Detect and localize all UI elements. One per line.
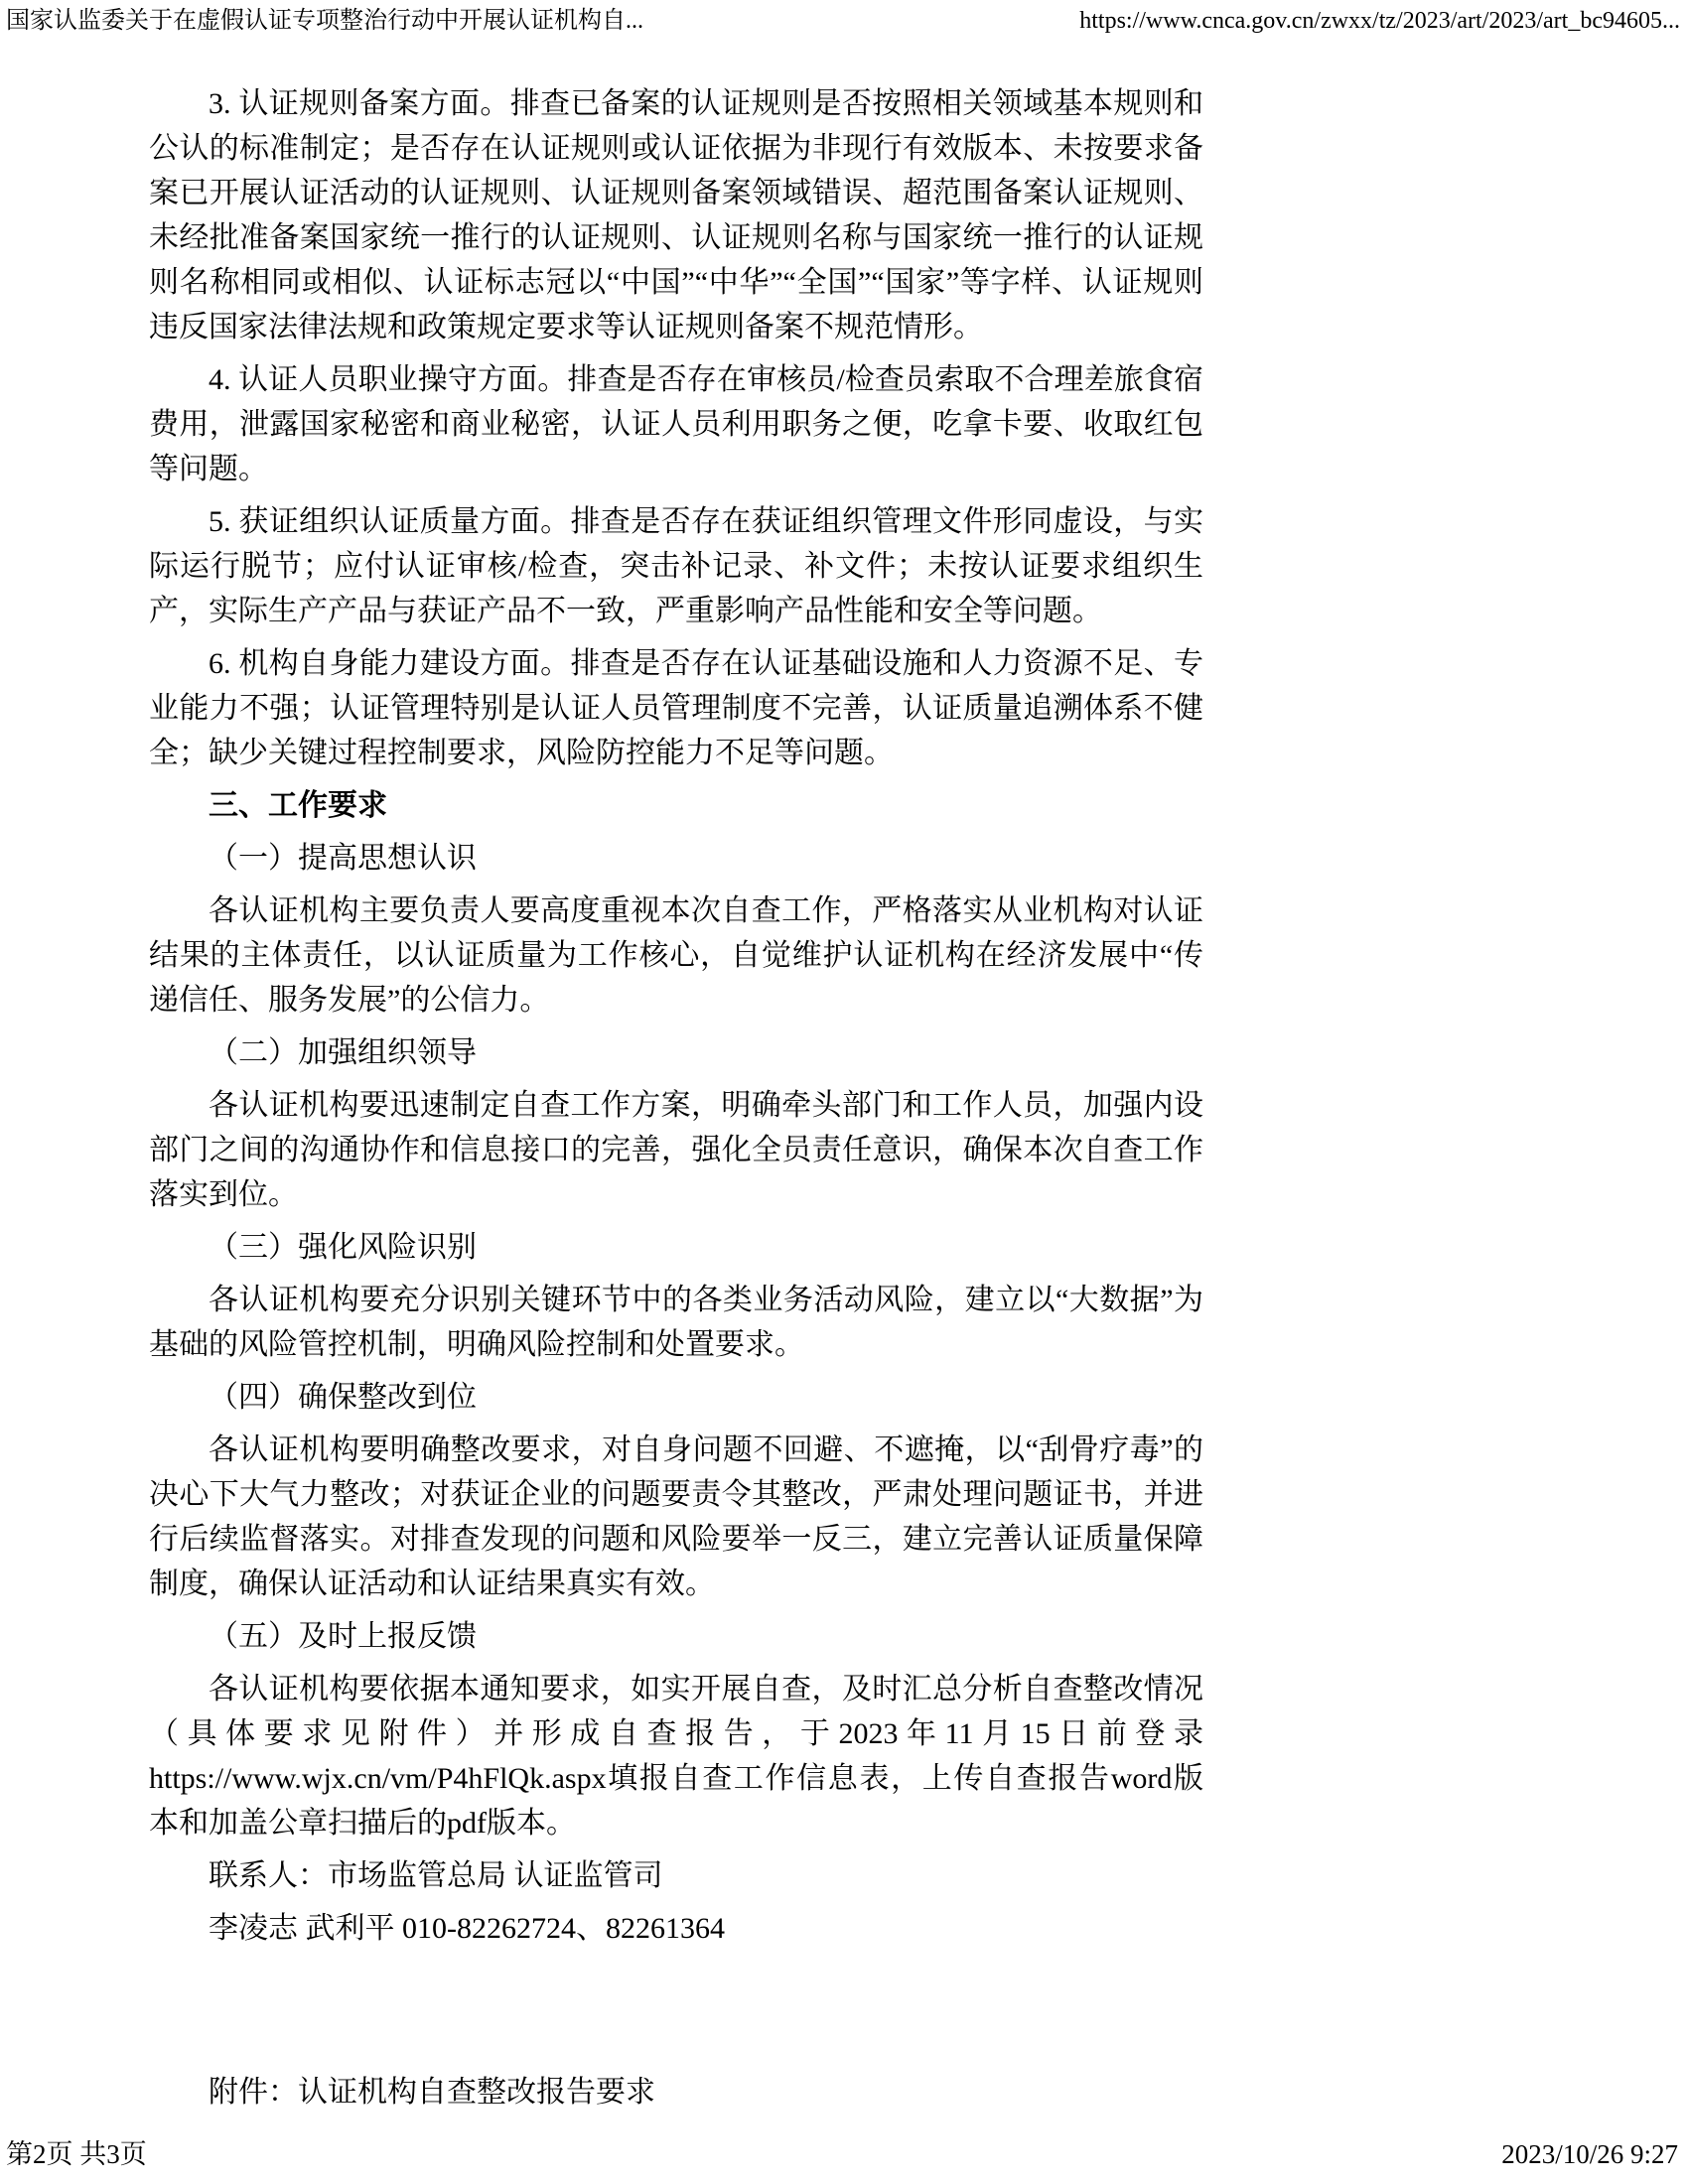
subsection-3-heading: （三）强化风险识别 xyxy=(209,1231,477,1264)
subsection-2-body: 各认证机构要迅速制定自查工作方案，明确牵头部门和工作人员，加强内设部门之间的沟通协作和信息接口的完善，强化全员责任意识，确保本次自查工作落实到位。 xyxy=(149,1089,1203,1211)
footer-print-datetime: 2023/10/26 9:27 xyxy=(1501,2139,1678,2169)
subsection-4-body: 各认证机构要明确整改要求，对自身问题不回避、不遮掩，以“刮骨疗毒”的决心下大气力整改；对获证企业的问题要责令其整改，严肃处理问题证书，并进行后续监督落实。对排查发现的问题和风险要举一反三，建立完善认证质量保障制度，确保认证活动和认证结果真实有效。 xyxy=(149,1433,1203,1600)
item-6-agency-capability: 6. 机构自身能力建设方面。排查是否存在认证基础设施和人力资源不足、专业能力不强；认证管理特别是认证人员管理制度不完善，认证质量追溯体系不健全；缺少关键过程控制要求，风险防控能力不足等问题。 xyxy=(149,647,1203,769)
subsection-3-body: 各认证机构要充分识别关键环节中的各类业务活动风险，建立以“大数据”为基础的风险管控机制，明确风险控制和处置要求。 xyxy=(149,1284,1203,1361)
print-header xyxy=(6,6,1680,36)
footer-page-info: 第2页 共3页 xyxy=(6,2139,147,2169)
attachment-note: 附件：认证机构自查整改报告要求 xyxy=(209,2076,655,2109)
subsection-1-heading: （一）提高思想认识 xyxy=(209,842,477,875)
section-3-work-requirements: 三、工作要求 xyxy=(209,789,387,822)
subsection-4-heading: （四）确保整改到位 xyxy=(209,1381,477,1414)
document-title-truncated: 国家认监委关于在虚假认证专项整治行动中开展认证机构自... xyxy=(6,8,643,34)
subsection-2-heading: （二）加强组织领导 xyxy=(209,1036,477,1069)
subsection-5-body: 各认证机构要依据本通知要求，如实开展自查，及时汇总分析自查整改情况（具体要求见附件）并形成自查报告，于2023年11月15日前登录https://www.wjx.cn/vm/P4hFlQk.aspx填报自查工作信息表，上传自查报告word版本和加盖公章扫描后的pdf版本。 xyxy=(149,1673,1203,1840)
subsection-5-heading: （五）及时上报反馈 xyxy=(209,1620,477,1653)
item-4-personnel-ethics: 4. 认证人员职业操守方面。排查是否存在审核员/检查员索取不合理差旅食宿费用，泄露国家秘密和商业秘密，认证人员利用职务之便，吃拿卡要、收取红包等问题。 xyxy=(149,363,1203,485)
contact-persons-phones: 李凌志 武利平 010-82262724、82261364 xyxy=(209,1912,725,1945)
source-url-truncated: https://www.cnca.gov.cn/zwxx/tz/2023/art/2023/art_bc94605... xyxy=(1079,8,1680,34)
print-footer xyxy=(6,2138,1678,2170)
item-3-certification-rules-filing: 3. 认证规则备案方面。排查已备案的认证规则是否按照相关领域基本规则和公认的标准制定；是否存在认证规则或认证依据为非现行有效版本、未按要求备案已开展认证活动的认证规则、认证规则备案领域错误、超范围备案认证规则、未经批准备案国家统一推行的认证规则、认证规则名称与国家统一推行的认证规则名称相同或相似、认证标志冠以“中国”“中华”“全国”“国家”等字样、认证规则违反国家法律法规和政策规定要求等认证规则备案不规范情形。 xyxy=(149,87,1203,343)
contact-department: 联系人：市场监管总局 认证监管司 xyxy=(209,1859,663,1892)
document-body xyxy=(149,81,1203,2122)
item-5-certified-org-quality: 5. 获证组织认证质量方面。排查是否存在获证组织管理文件形同虚设，与实际运行脱节；应付认证审核/检查，突击补记录、补文件；未按认证要求组织生产，实际生产产品与获证产品不一致，严重影响产品性能和安全等问题。 xyxy=(149,505,1203,627)
subsection-1-body: 各认证机构主要负责人要高度重视本次自查工作，严格落实从业机构对认证结果的主体责任，以认证质量为工作核心，自觉维护认证机构在经济发展中“传递信任、服务发展”的公信力。 xyxy=(149,894,1203,1017)
